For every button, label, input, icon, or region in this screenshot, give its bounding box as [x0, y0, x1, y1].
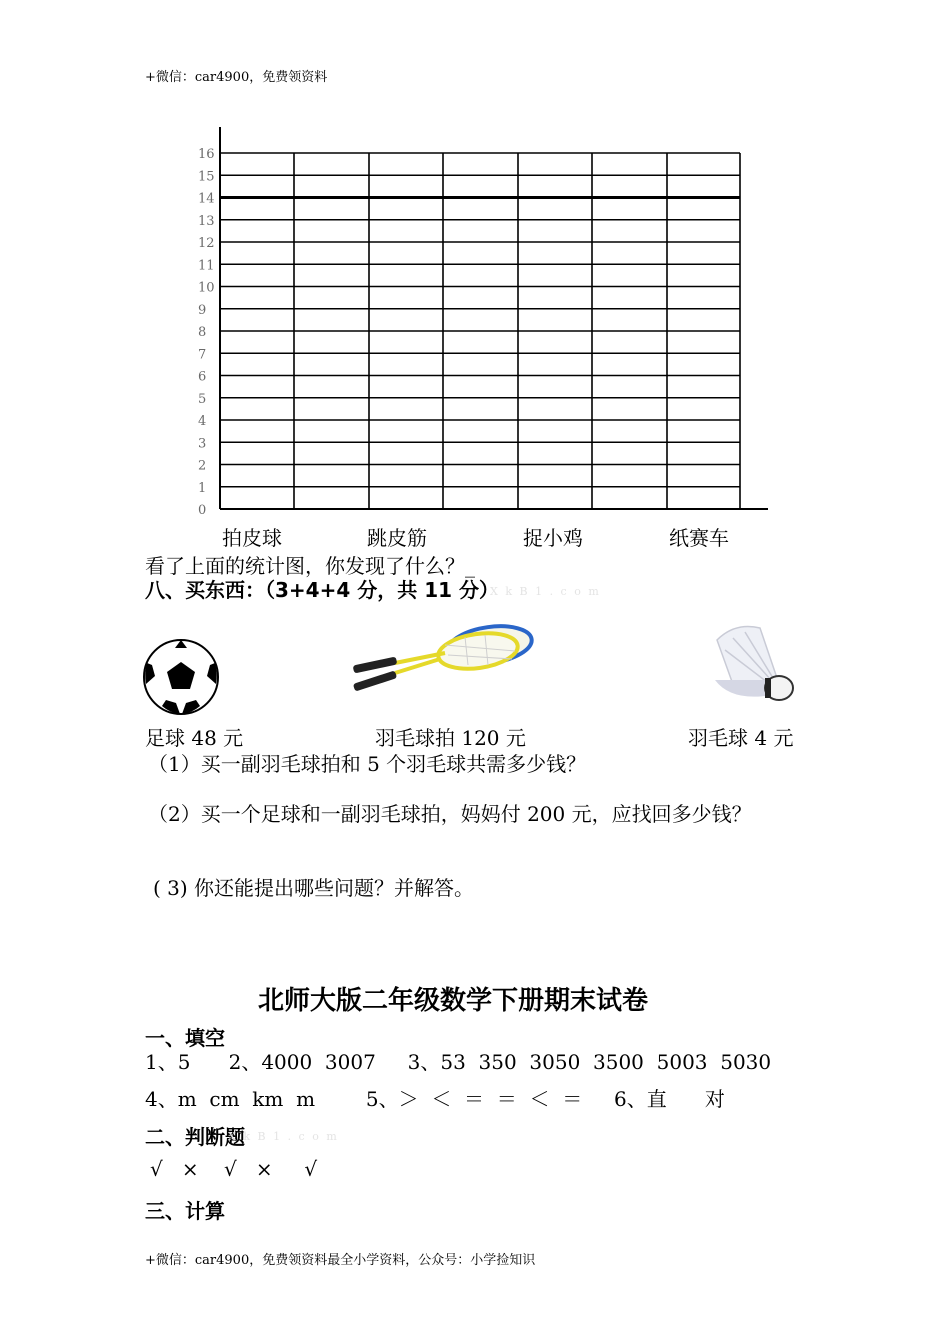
- shuttlecock-image: [705, 620, 805, 710]
- category-label: 拍皮球: [222, 526, 282, 550]
- question-2: （2）买一个足球和一副羽毛球拍，妈妈付 200 元，应找回多少钱？: [148, 802, 752, 826]
- watermark-text: X k B 1 . c o m: [490, 585, 601, 598]
- y-tick-label: 0: [198, 503, 207, 518]
- footer-text: +微信：car4900，免费领资料最全小学资料，公众号：小学捡知识: [145, 1253, 536, 1268]
- y-tick-label: 7: [198, 347, 207, 363]
- category-label: 捉小鸡: [523, 526, 583, 550]
- y-tick-label: 1: [198, 480, 207, 496]
- section-1-heading: 一、填空: [145, 1026, 225, 1050]
- badminton-racket-image: [350, 615, 540, 695]
- category-label: 跳皮筋: [367, 526, 427, 550]
- judge-answers: √ × √ × √: [150, 1157, 318, 1181]
- y-tick-label: 11: [198, 258, 215, 274]
- category-label: 纸赛车: [669, 526, 729, 550]
- y-tick-label: 13: [198, 213, 215, 229]
- question-3: ( 3) 你还能提出哪些问题？并解答。: [153, 876, 475, 900]
- y-tick-label: 6: [198, 369, 207, 385]
- section-2-heading: 二、判断题: [145, 1125, 245, 1149]
- y-tick-label: 14: [198, 191, 215, 207]
- watermark-text: X k B 1 . c o m: [228, 1130, 339, 1143]
- y-tick-label: 4: [198, 414, 207, 429]
- chart-question: 看了上面的统计图，你发现了什么？_: [145, 554, 475, 578]
- bar-chart-grid: [190, 125, 780, 525]
- racket-price: 羽毛球拍 120 元: [375, 726, 526, 750]
- soccer-ball-image: [142, 638, 220, 716]
- y-tick-label: 15: [198, 169, 215, 185]
- y-tick-label: 16: [198, 147, 215, 162]
- shuttlecock-price: 羽毛球 4 元: [688, 726, 794, 750]
- question-1: （1）买一副羽毛球拍和 5 个羽毛球共需多少钱？: [148, 752, 587, 776]
- answer-key-title: 北师大版二年级数学下册期末试卷: [258, 986, 649, 1016]
- header-text: +微信：car4900，免费领资料: [145, 70, 328, 85]
- soccer-ball-price: 足球 48 元: [145, 726, 244, 750]
- y-tick-label: 8: [198, 325, 207, 340]
- y-tick-label: 5: [198, 391, 207, 407]
- y-tick-label: 10: [198, 280, 215, 296]
- answer-line-1: 1、5 2、4000 3007 3、53 350 3050 3500 5003 5030: [145, 1050, 772, 1074]
- y-tick-label: 12: [198, 236, 215, 251]
- y-tick-label: 9: [198, 302, 207, 318]
- answer-line-2: 4、m cm km m 5、＞ ＜ ＝ ＝ ＜ ＝ 6、直 对: [145, 1087, 725, 1111]
- y-tick-label: 3: [198, 436, 207, 452]
- y-tick-label: 2: [198, 458, 207, 474]
- section-8-title: 八、买东西：（3+4+4 分，共 11 分）: [145, 578, 499, 602]
- section-3-heading: 三、计算: [145, 1199, 225, 1223]
